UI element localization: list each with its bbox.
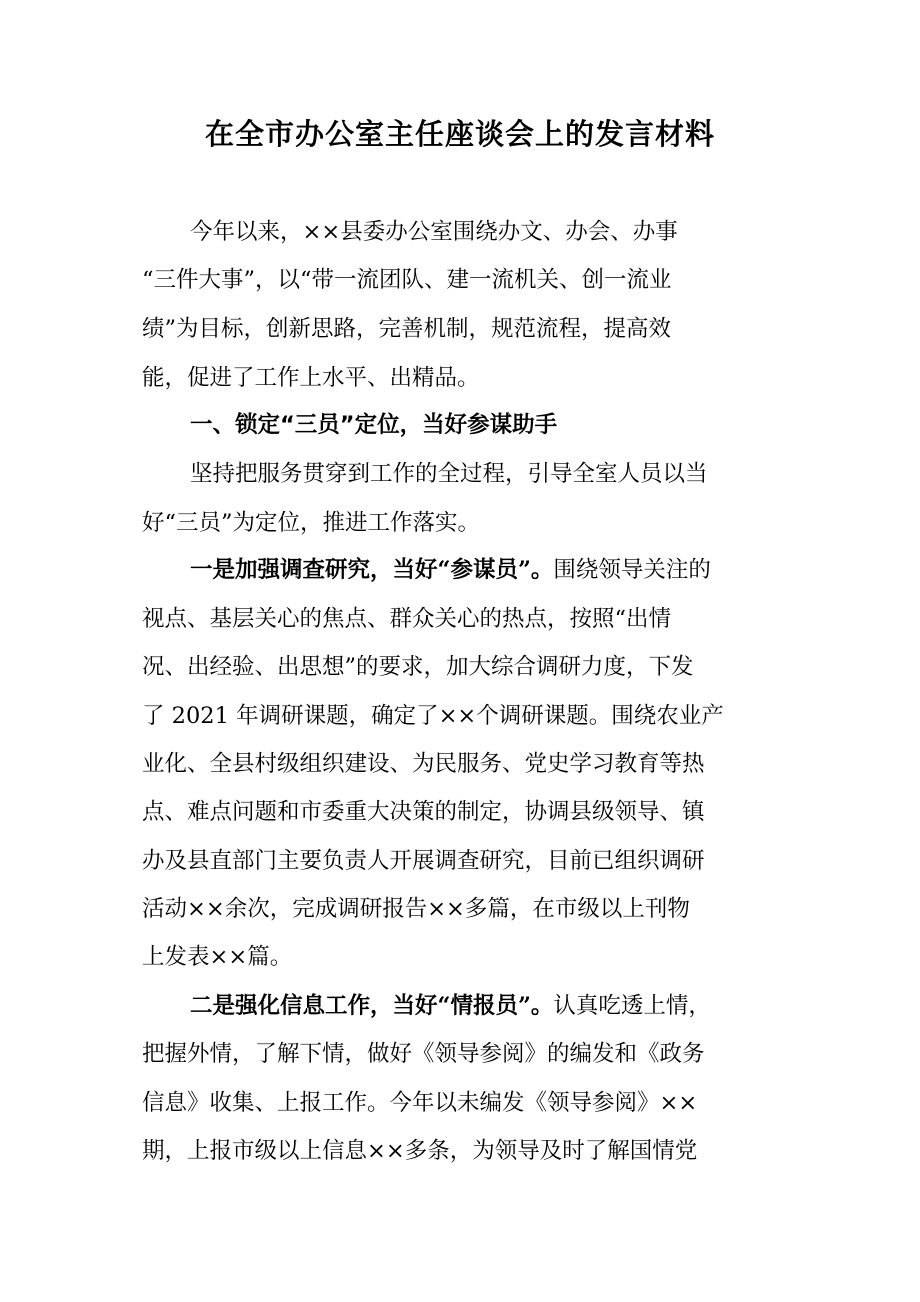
intro-line: 今年以来，××县委办公室围绕办文、办会、办事 (190, 219, 678, 245)
document-title: 在全市办公室主任座谈会上的发言材料 (204, 117, 715, 151)
item-first-line (190, 554, 830, 586)
item-line: 上发表××篇。 (142, 944, 293, 970)
item-first-line (190, 990, 830, 1022)
item-line: 视点、基层关心的焦点、群众关心的热点，按照“出情 (142, 606, 672, 632)
section-paragraph-line: 坚持把服务贯穿到工作的全过程，引导全室人员以当 (190, 461, 708, 487)
item-line: 期，上报市级以上信息××多条，为领导及时了解国情党 (142, 1138, 698, 1164)
item-line: 了 2021 年调研课题，确定了××个调研课题。围绕农业产 (142, 703, 724, 729)
item-line: 办及县直部门主要负责人开展调查研究，目前已组织调研 (142, 848, 705, 874)
item-line: 点、难点问题和市委重大决策的制定，协调县级领导、镇 (142, 799, 705, 825)
item-line: 活动××余次，完成调研报告××多篇，在市级以上刊物 (142, 896, 690, 922)
intro-line: 能，促进了工作上水平、出精品。 (142, 365, 480, 391)
intro-line: 绩”为目标，创新思路，完善机制，规范流程，提高效 (142, 316, 672, 342)
item-line: 把握外情，了解下情，做好《领导参阅》的编发和《政务 (142, 1041, 705, 1067)
section-paragraph-line: 好“三员”为定位，推进工作落实。 (142, 510, 481, 536)
intro-line: “三件大事”，以“带一流团队、建一流机关、创一流业 (142, 267, 672, 293)
item-lead: 二是强化信息工作，当好“情报员”。 (190, 993, 554, 1019)
item-text: 围绕领导关注的 (553, 557, 711, 583)
item-text: 认真吃透上情， (553, 993, 711, 1019)
item-line: 况、出经验、出思想”的要求，加大综合调研力度，下发 (142, 654, 694, 680)
section-heading: 一、锁定“三员”定位，当好参谋助手 (190, 412, 558, 438)
item-line: 业化、全县村级组织建设、为民服务、党史学习教育等热 (142, 751, 705, 777)
item-lead: 一是加强调查研究，当好“参谋员”。 (190, 557, 554, 583)
item-line: 信息》收集、上报工作。今年以未编发《领导参阅》×× (142, 1090, 698, 1116)
